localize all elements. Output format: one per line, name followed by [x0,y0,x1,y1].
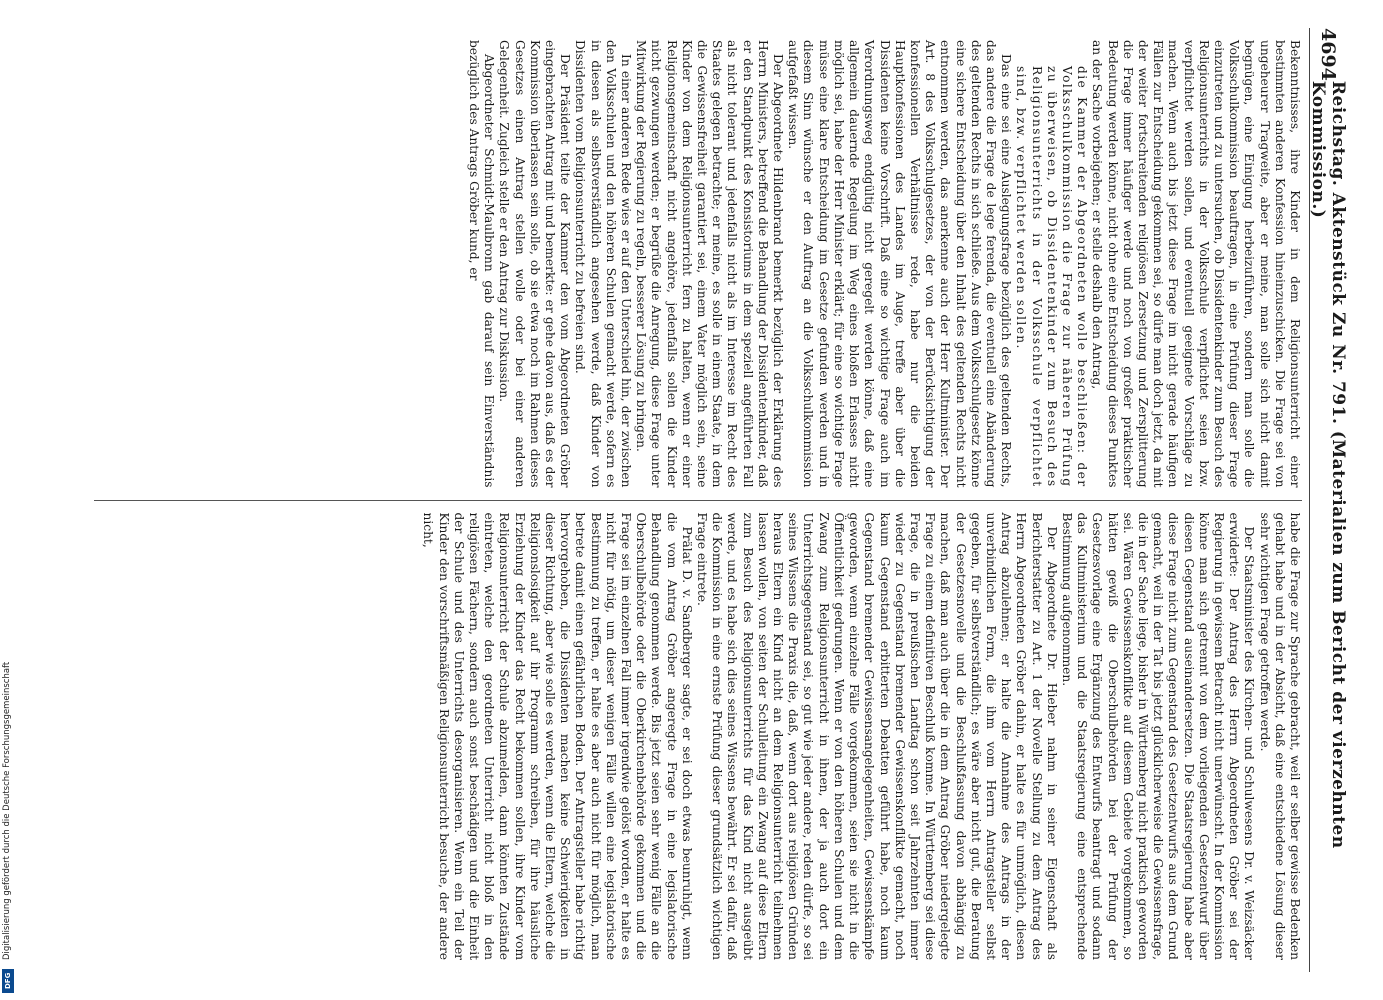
paragraph: Der Staatsminister des Kirchen- und Schulwesens Dr. v. Weizsäcker erwiderte: Der Antrag des Herrn Abgeordneten Gröber sei der Regierung in gewissem Betracht nicht unerwünscht. In der Kommission könne man sich getrennt von dem vorliegenden Gesetzentwurf über diesen Gegenstand auseinandersetzen. Die Staatsregierung habe aber diese Frage nicht zum Gegenstand des Gesetzentwurfs aus dem Grund gemacht, weil in der Tat bis jetzt glücklicherweise die Gewissensfrage, die in der Sache liege, bisher in Württemberg nicht praktisch geworden sei. Wären Gewissenskonflikte auf diesem Gebiete vorgekommen, so hätten gewiß die Oberschulbehörden bei der Prüfung der Gesetzesvorlage eine Ergänzung des Entwurfs beantragt und sodann das Kultministerium und die Staatsregierung eine entsprechende Bestimmung aufgenommen. [1059,512,1257,960]
digitization-credit-note: Digitalisierung gefördert durch die Deutsche Forschungsgemeinschaft [2,661,12,960]
paragraph: Der Präsident teilte der Kammer den vom Abgeordneten Gröber eingebrachten Antrag mit und bemerkte: er gehe davon aus, daß es der Kommission überlassen sein solle, ob sie etwa noch im Rahmen dieses Gesetzes einen Antrag stellen wolle oder bei einer anderen Gelegenheit. Zugleich stelle er den Antrag zur Diskussion. [497,40,573,488]
paragraph: In einer anderen Rede wies er auf den Unterschied hin, der zwischen den Volksschulen und den höheren Schulen gemacht werde, sofern es in diesen als selbstverständlich angesehen werde, daß Kinder von Dissidenten vom Religionsunterricht zu befreien sind. [573,40,634,488]
paragraph: Abgeordneter Schmidt-Maulbronn gab darauf sein Einverständnis bezüglich des Antrags Gröber kund, er [467,40,497,488]
paragraph: Der Abgeordnete Dr. Hieber nahm in seiner Eigenschaft als Berichterstatter zu Art. 1 der Novelle Stellung zu dem Antrag des Herrn Abgeordneten Gröber dahin, er halte es für unmöglich, diesen Antrag abzulehnen; er halte die Annahme des Antrags in der unverbindlichen Form, die ihm vom Herrn Antragsteller selbst gegeben, für selbstverständlich; es wäre aber nicht gut, die Beratung der Gesetzesnovelle und die Beschlußfassung davon abhängig zu machen, daß man auch über die in dem Antrag Gröber niedergelegte Frage zu einem definitiven Beschluß komme. In Württemberg sei diese Frage, die in preußischen Landtag schon seit Jahrzehnten immer wieder zu Gegenstand bremender Gewissenskonflikte gemacht, noch kaum Gegenstand erbitterten Debatten geführt habe, noch kaum Gegenstand bremender Gewissensangelegenheiten, Gewissenskämpfe geworden, wenn einzelne Fälle vorgekommen, seien sie nicht in die Öffentlichkeit gedrungen. Wenn er von den höheren Schulen und dem Zwang zum Religionsunterricht in ihnen, der ja auch dort ein Unterrichtsgegenstand sei, so gut wie jeder andere, reden dürfe, so sei seines Wissens die Praxis die, daß, wenn dort aus religiösen Gründen heraus Eltern ein Kind nicht an dem Religionsunterricht teilnehmen lassen wollen, von seiten der Schulleitung ein Zwang auf diese Eltern zum Besuch des Religionsunterrichts für das Kind nicht ausgeübt werde, und es habe sich dies seines Wissens bewährt. Er sei dafür, daß die Kommission in eine ernste Prüfung dieser grundsätzlich wichtigen Frage eintrete. [695,512,1059,960]
paragraph: Prälat D. v. Sandberger sagte, er sei doch etwas beunruhigt, wenn die vom Antrag Gröber angeregte Frage in eine legislatorische Behandlung genommen werde. Bis jetzt seien sehr wenig Fälle an die Oberschulbehörde oder die Oberkirchenbehörde gekommen und die Frage sei im einzelnen Fall immer irgendwie gelöst worden, er halte es nicht für nötig, um dieser wenigen Fälle willen eine legislatorische Bestimmung zu treffen, er halte es aber auch nicht für möglich, man betrete damit einen gefährlichen Boden. Der Antragsteller habe richtig hervorgehoben, die Dissidenten machen keine Schwierigkeiten in dieser Richtung, aber wie solle es werden, wenn die Eltern, welche die Religionslosigkeit auf ihr Programm schreiben, für ihre häusliche Erziehung der Kinder das Recht bekommen sollen, ihre Kinder vom Religionsunterricht der Schule abzumelden, dann könnten Zustände eintreten, welche den geordneten Unterricht nicht bloß in den religiösen Fächern, sondern auch sonst beschädigen und die Einheit der Schule und des Unterrichts desorganisieren. Wenn ein Teil der Kinder den vorschriftsmäßigen Religionsunterricht besuche, der andere nicht, [421,512,694,960]
resolution-text: die Kammer der Abgeordneten wolle beschließen: der Volksschulkommission die Frage zur näheren Prüfung zu überweisen, ob Dissidentenkinder zum Besuch des Religionsunterrichts in der Volksschule verpflichtet sind, bzw. verpflichtet werden sollen. [1014,66,1090,488]
text-columns [94,28,1302,972]
left-column [94,28,1302,500]
scanned-page [86,20,1346,980]
right-column [94,500,1302,973]
dfg-logo [1,968,15,994]
page-title: Reichstag. Aktenstück Zu Nr. 791. (Materialien zum Bericht der vierzehnten Kommission.) [1308,80,1348,849]
page-header [1309,28,1346,972]
paragraph: Bekenntnisses, ihre Kinder in dem Religionsunterricht einer bestimmten anderen Konfession hineinzuschicken. Die Frage sei von ungeheurer Tragweite, aber er meine, man solle sich nicht damit begnügen, eine Einigung herbeizuführen, sondern man solle die Volksschulkommission beauftragen, in eine Prüfung dieser Frage einzutreten und zu untersuchen, ob Dissidentenkinder zum Besuch des Religionsunterrichts in der Volksschule verpflichtet seien bzw. verpflichtet werden sollen, und eventuell geeignete Vorschläge zu machen. Wenn auch bis jetzt diese Frage im nicht gerade häufigen Fällen zur Entscheidung gekommen sei, so dürfe man doch jetzt, da mit der weiter fortschreitenden religiösen Zersetzung und Zersplitterung die Frage immer häufiger werde und noch von großer praktischer Bedeutung werden könne, nicht ohne eine Entscheidung dieses Punktes an der Sache vorbeigehen; er stelle deshalb den Antrag, [1090,40,1302,488]
paragraph: Der Abgeordnete Hildenbrand bemerkt bezüglich der Erklärung des Herrn Ministers, betreffend die Behandlung der Dissidentenkinder, daß er den Standpunkt des Konsistoriums in dem speziell angeführten Fall als nicht tolerant und jedenfalls nicht als im Interesse im Recht des Staates gelegen betrachte; er meine, es solle in einem Staate, in dem die Gewissensfreiheit garantiert sei, einem Vater möglich sein, seine Kinder von dem Religionsunterricht fern zu halten, wenn er einer Religionsgemeinschaft nicht angehöre, jedenfalls sollen die Kinder nicht gezwungen werden; er begrüße die Anregung, diese Frage unter Mitwirkung der Regierung zu regeln, besserer Lösung zu bringen. [634,40,786,488]
paragraph: habe die Frage zur Sprache gebracht, weil er selber gewisse Bedenken gehabt habe und in der Absicht, daß eine entschiedene Lösung dieser sehr wichtigen Frage getroffen werde. [1257,512,1302,960]
page-number: 4694 [1317,28,1339,81]
dfg-logo-mark: DFG [2,969,14,993]
paragraph: Das eine sei eine Auslegungsfrage bezüglich des geltenden Rechts, das andere die Frage de lege ferenda, die eventuell eine Abänderung des geltenden Rechts in sich schließe. Aus dem Volksschulgesetz könne eine sichere Entscheidung über den Inhalt des geltenden Rechts nicht entnommen werden, das anerkenne auch der Herr Kultminister. Der Art. 8 des Volksschulgesetzes, der von der Berücksichtigung der konfessionellen Verhältnisse rede, habe nur die beiden Hauptkonfessionen des Landes im Auge, treffe aber über die Dissidenten keine Vorschrift. Daß eine so wichtige Frage auch im Verordnungsweg endgültig nicht geregelt werden könne, daß eine allgemein dauernde Regelung im Weg eines bloßen Erlasses nicht möglich sei, habe der Herr Minister erklärt; für eine so wichtige Frage müsse eine klare Entscheidung im Gesetze gefunden werden und in diesem Sinn wünsche er den Auftrag an die Volksschulkommission aufgefaßt wissen. [786,40,1014,488]
